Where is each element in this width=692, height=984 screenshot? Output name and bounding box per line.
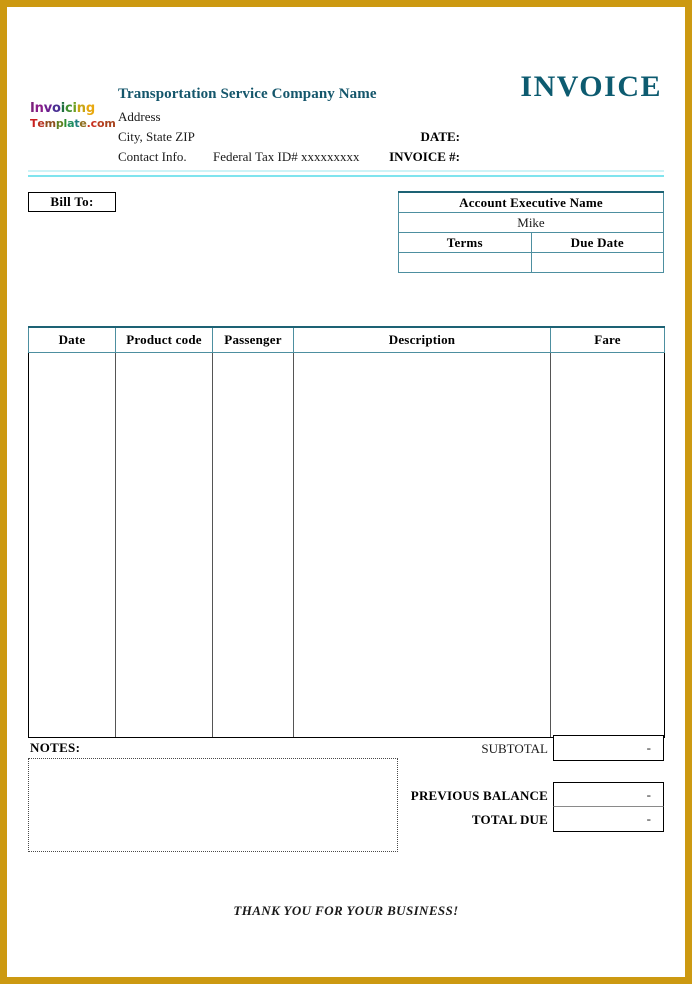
logo-letter: a [67, 117, 75, 130]
previous-balance-label: PREVIOUS BALANCE [410, 788, 548, 803]
cell-fare[interactable] [551, 353, 665, 738]
federal-tax-id: Federal Tax ID# xxxxxxxxx [213, 149, 360, 164]
thank-you-message: THANK YOU FOR YOUR BUSINESS! [233, 903, 459, 918]
logo-letter: l [63, 117, 68, 130]
bill-to-label-box: Bill To: [28, 192, 116, 212]
logo-letter: i [72, 101, 77, 116]
subtotal-value: - [553, 735, 664, 761]
cell-description[interactable] [294, 353, 551, 738]
line-items-header-row [29, 327, 665, 353]
total-due-label: TOTAL DUE [471, 812, 548, 827]
previous-balance-value[interactable]: - [553, 782, 664, 807]
logo-letter: g [85, 101, 95, 116]
logo-letter: T [30, 117, 38, 130]
column-header-fare: Fare [551, 327, 665, 353]
column-header-passenger: Passenger [213, 327, 294, 353]
cell-product-code[interactable] [116, 353, 213, 738]
logo-letter: m [44, 117, 56, 130]
logo-letter: I [30, 101, 35, 116]
column-header-description: Description [294, 327, 551, 353]
logo-letter: e [37, 117, 45, 130]
company-contact-info: Contact Info. [118, 149, 187, 164]
due-date-value[interactable] [531, 253, 664, 273]
subtotal-label: SUBTOTAL [481, 741, 548, 756]
line-items-entry-area [29, 353, 665, 738]
due-date-header: Due Date [531, 233, 664, 253]
date-label: DATE: [420, 129, 460, 144]
logo-line-1 [30, 101, 116, 116]
logo-letter: p [55, 117, 64, 130]
terms-value[interactable] [399, 253, 532, 273]
logo-letter: i [60, 101, 65, 116]
logo-letter: e [79, 117, 87, 130]
account-executive-header: Account Executive Name [399, 192, 664, 213]
column-header-date: Date [29, 327, 116, 353]
logo-letter: t [74, 117, 80, 130]
invoicing-template-logo[interactable] [30, 101, 116, 131]
cell-date[interactable] [29, 353, 116, 738]
invoice-number-label: INVOICE #: [389, 149, 460, 164]
logo-letter: v [43, 101, 52, 116]
notes-input-box[interactable] [28, 758, 398, 852]
logo-letter: . [86, 117, 91, 130]
terms-header: Terms [399, 233, 532, 253]
invoice-title: INVOICE [520, 70, 662, 103]
logo-letter: c [64, 101, 73, 116]
account-executive-name-value[interactable]: Mike [399, 213, 664, 233]
notes-label: NOTES: [30, 740, 81, 755]
line-items-table [28, 326, 665, 738]
logo-letter: n [76, 101, 86, 116]
logo-line-2 [30, 116, 116, 131]
logo-letter: c [90, 117, 97, 130]
cell-passenger[interactable] [213, 353, 294, 738]
company-name: Transportation Service Company Name [118, 86, 377, 102]
column-header-product-code: Product code [116, 327, 213, 353]
company-address-line-2: City, State ZIP [118, 129, 195, 144]
logo-letter: m [104, 117, 116, 130]
account-executive-table [398, 191, 664, 273]
total-due-value: - [553, 807, 664, 832]
logo-letter: n [34, 101, 44, 116]
logo-letter: o [96, 117, 105, 130]
header-divider-line-lower [28, 175, 664, 177]
header-divider-line-upper [28, 170, 664, 172]
logo-letter: o [51, 101, 61, 116]
company-address-line-1: Address [118, 109, 161, 124]
